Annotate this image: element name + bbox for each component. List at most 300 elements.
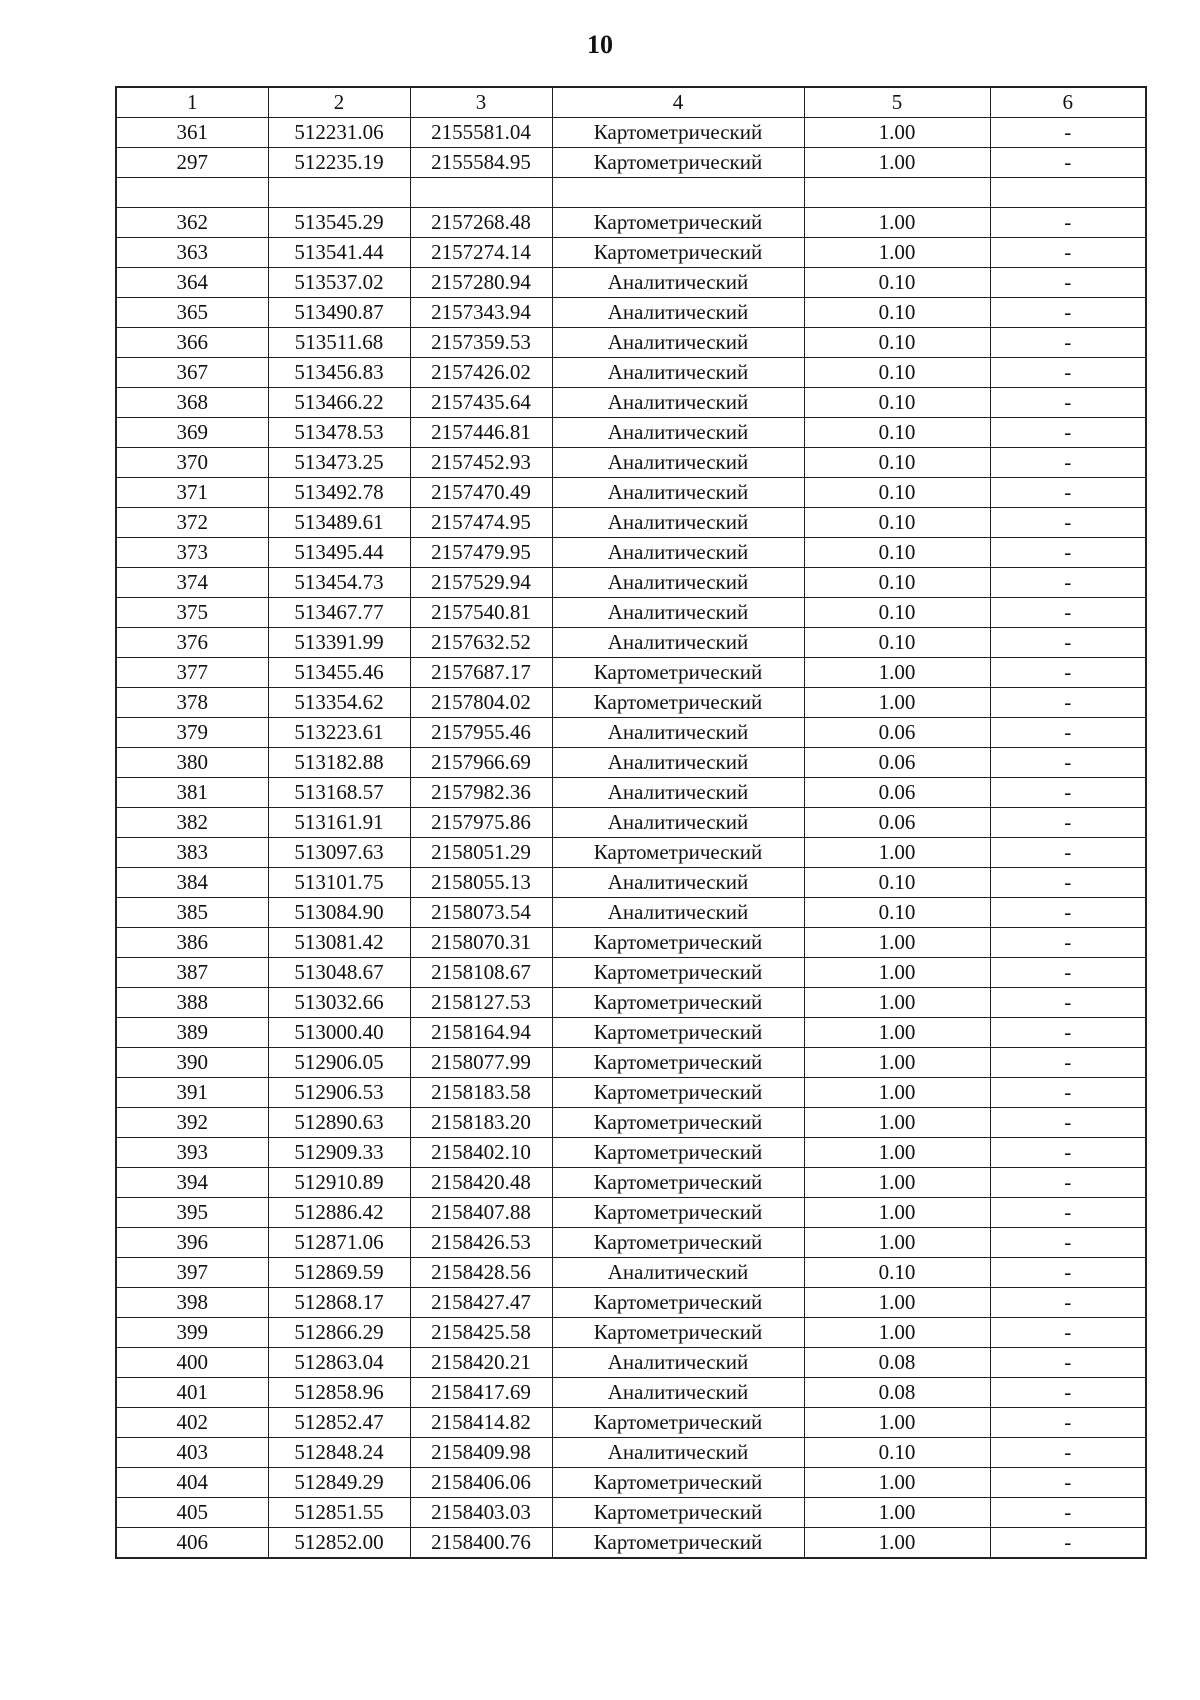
y-coordinate-cell: 2158164.94: [410, 1018, 552, 1048]
y-coordinate-cell: [410, 178, 552, 208]
point-number-cell: 380: [116, 748, 268, 778]
method-cell: Картометрический: [552, 1198, 804, 1228]
accuracy-cell: 0.10: [804, 568, 990, 598]
note-cell: -: [990, 958, 1146, 988]
x-coordinate-cell: 512906.53: [268, 1078, 410, 1108]
method-cell: Картометрический: [552, 238, 804, 268]
y-coordinate-cell: 2158127.53: [410, 988, 552, 1018]
method-cell: Аналитический: [552, 538, 804, 568]
x-coordinate-cell: 512910.89: [268, 1168, 410, 1198]
point-number-cell: 388: [116, 988, 268, 1018]
accuracy-cell: 0.10: [804, 268, 990, 298]
point-number-cell: 394: [116, 1168, 268, 1198]
note-cell: -: [990, 1108, 1146, 1138]
y-coordinate-cell: 2157470.49: [410, 478, 552, 508]
point-number-cell: 366: [116, 328, 268, 358]
table-row: [116, 538, 1146, 568]
x-coordinate-cell: 513354.62: [268, 688, 410, 718]
table-row: [116, 1138, 1146, 1168]
note-cell: -: [990, 1498, 1146, 1528]
note-cell: -: [990, 1408, 1146, 1438]
method-cell: Картометрический: [552, 1168, 804, 1198]
y-coordinate-cell: 2157343.94: [410, 298, 552, 328]
note-cell: -: [990, 478, 1146, 508]
point-number-cell: 297: [116, 148, 268, 178]
accuracy-cell: 1.00: [804, 238, 990, 268]
accuracy-cell: 1.00: [804, 1168, 990, 1198]
y-coordinate-cell: 2158183.58: [410, 1078, 552, 1108]
table-row: [116, 508, 1146, 538]
point-number-cell: 379: [116, 718, 268, 748]
table-row: [116, 1498, 1146, 1528]
note-cell: -: [990, 508, 1146, 538]
note-cell: -: [990, 238, 1146, 268]
table-row: [116, 1438, 1146, 1468]
y-coordinate-cell: 2157804.02: [410, 688, 552, 718]
point-number-cell: 374: [116, 568, 268, 598]
note-cell: -: [990, 1468, 1146, 1498]
accuracy-cell: 0.10: [804, 598, 990, 628]
y-coordinate-cell: 2158428.56: [410, 1258, 552, 1288]
x-coordinate-cell: 513084.90: [268, 898, 410, 928]
y-coordinate-cell: 2158406.06: [410, 1468, 552, 1498]
point-number-cell: 395: [116, 1198, 268, 1228]
y-coordinate-cell: 2158070.31: [410, 928, 552, 958]
method-cell: Картометрический: [552, 1288, 804, 1318]
method-cell: Картометрический: [552, 118, 804, 148]
table-row: [116, 718, 1146, 748]
table-row: [116, 928, 1146, 958]
accuracy-cell: 0.10: [804, 448, 990, 478]
x-coordinate-cell: 513541.44: [268, 238, 410, 268]
y-coordinate-cell: 2158055.13: [410, 868, 552, 898]
method-cell: Аналитический: [552, 718, 804, 748]
table-row: [116, 628, 1146, 658]
point-number-cell: 405: [116, 1498, 268, 1528]
table-row: [116, 268, 1146, 298]
point-number-cell: 372: [116, 508, 268, 538]
x-coordinate-cell: 512869.59: [268, 1258, 410, 1288]
accuracy-cell: 1.00: [804, 1198, 990, 1228]
accuracy-cell: 1.00: [804, 838, 990, 868]
x-coordinate-cell: 513473.25: [268, 448, 410, 478]
method-cell: Картометрический: [552, 1408, 804, 1438]
y-coordinate-cell: 2157632.52: [410, 628, 552, 658]
point-number-cell: 383: [116, 838, 268, 868]
note-cell: -: [990, 898, 1146, 928]
accuracy-cell: 0.06: [804, 748, 990, 778]
note-cell: -: [990, 1168, 1146, 1198]
accuracy-cell: 1.00: [804, 658, 990, 688]
y-coordinate-cell: 2157982.36: [410, 778, 552, 808]
accuracy-cell: 0.10: [804, 508, 990, 538]
accuracy-cell: 1.00: [804, 1318, 990, 1348]
table-row: [116, 358, 1146, 388]
method-cell: Картометрический: [552, 958, 804, 988]
y-coordinate-cell: 2158051.29: [410, 838, 552, 868]
y-coordinate-cell: 2157955.46: [410, 718, 552, 748]
method-cell: Картометрический: [552, 1018, 804, 1048]
y-coordinate-cell: 2155584.95: [410, 148, 552, 178]
header-cell-6: 6: [990, 87, 1146, 118]
note-cell: -: [990, 808, 1146, 838]
point-number-cell: 377: [116, 658, 268, 688]
accuracy-cell: 0.10: [804, 388, 990, 418]
table-row: [116, 988, 1146, 1018]
y-coordinate-cell: 2157359.53: [410, 328, 552, 358]
table-row: [116, 598, 1146, 628]
accuracy-cell: 1.00: [804, 688, 990, 718]
note-cell: -: [990, 1378, 1146, 1408]
x-coordinate-cell: 512848.24: [268, 1438, 410, 1468]
method-cell: Картометрический: [552, 688, 804, 718]
table-row: [116, 208, 1146, 238]
x-coordinate-cell: [268, 178, 410, 208]
y-coordinate-cell: 2157529.94: [410, 568, 552, 598]
method-cell: Картометрический: [552, 1138, 804, 1168]
y-coordinate-cell: 2157687.17: [410, 658, 552, 688]
note-cell: -: [990, 1258, 1146, 1288]
accuracy-cell: 0.10: [804, 358, 990, 388]
method-cell: Картометрический: [552, 1048, 804, 1078]
point-number-cell: 396: [116, 1228, 268, 1258]
accuracy-cell: 0.10: [804, 868, 990, 898]
table-row: [116, 958, 1146, 988]
x-coordinate-cell: 513161.91: [268, 808, 410, 838]
table-row: [116, 568, 1146, 598]
y-coordinate-cell: 2157540.81: [410, 598, 552, 628]
method-cell: Аналитический: [552, 598, 804, 628]
coordinates-table: [115, 86, 1147, 1559]
y-coordinate-cell: 2158073.54: [410, 898, 552, 928]
x-coordinate-cell: 513048.67: [268, 958, 410, 988]
note-cell: -: [990, 1528, 1146, 1559]
method-cell: Картометрический: [552, 838, 804, 868]
table-row: [116, 1108, 1146, 1138]
note-cell: -: [990, 868, 1146, 898]
note-cell: -: [990, 628, 1146, 658]
method-cell: Аналитический: [552, 1258, 804, 1288]
y-coordinate-cell: 2157274.14: [410, 238, 552, 268]
method-cell: Аналитический: [552, 868, 804, 898]
accuracy-cell: 0.10: [804, 628, 990, 658]
point-number-cell: 387: [116, 958, 268, 988]
method-cell: Аналитический: [552, 268, 804, 298]
note-cell: -: [990, 1348, 1146, 1378]
method-cell: Картометрический: [552, 928, 804, 958]
method-cell: Картометрический: [552, 988, 804, 1018]
point-number-cell: 391: [116, 1078, 268, 1108]
y-coordinate-cell: 2158417.69: [410, 1378, 552, 1408]
accuracy-cell: 0.10: [804, 418, 990, 448]
table-row: [116, 838, 1146, 868]
x-coordinate-cell: 513545.29: [268, 208, 410, 238]
accuracy-cell: 1.00: [804, 1498, 990, 1528]
table-row: [116, 118, 1146, 148]
x-coordinate-cell: 513097.63: [268, 838, 410, 868]
note-cell: -: [990, 1048, 1146, 1078]
x-coordinate-cell: 512886.42: [268, 1198, 410, 1228]
table-row: [116, 1258, 1146, 1288]
header-cell-5: 5: [804, 87, 990, 118]
x-coordinate-cell: 513000.40: [268, 1018, 410, 1048]
note-cell: -: [990, 778, 1146, 808]
accuracy-cell: 1.00: [804, 1078, 990, 1108]
method-cell: Аналитический: [552, 628, 804, 658]
point-number-cell: 406: [116, 1528, 268, 1559]
point-number-cell: 364: [116, 268, 268, 298]
note-cell: -: [990, 538, 1146, 568]
method-cell: Аналитический: [552, 778, 804, 808]
x-coordinate-cell: 513537.02: [268, 268, 410, 298]
y-coordinate-cell: 2158400.76: [410, 1528, 552, 1559]
accuracy-cell: 0.06: [804, 718, 990, 748]
x-coordinate-cell: 513182.88: [268, 748, 410, 778]
note-cell: -: [990, 988, 1146, 1018]
x-coordinate-cell: 513466.22: [268, 388, 410, 418]
table-row: [116, 1198, 1146, 1228]
table-row: [116, 1408, 1146, 1438]
method-cell: [552, 178, 804, 208]
table-row: [116, 688, 1146, 718]
point-number-cell: 392: [116, 1108, 268, 1138]
note-cell: -: [990, 1318, 1146, 1348]
y-coordinate-cell: 2158402.10: [410, 1138, 552, 1168]
method-cell: Картометрический: [552, 208, 804, 238]
accuracy-cell: 1.00: [804, 1018, 990, 1048]
note-cell: -: [990, 928, 1146, 958]
note-cell: -: [990, 1138, 1146, 1168]
point-number-cell: 361: [116, 118, 268, 148]
point-number-cell: 368: [116, 388, 268, 418]
note-cell: -: [990, 448, 1146, 478]
x-coordinate-cell: 512231.06: [268, 118, 410, 148]
x-coordinate-cell: 513489.61: [268, 508, 410, 538]
note-cell: -: [990, 688, 1146, 718]
table-row: [116, 808, 1146, 838]
accuracy-cell: 1.00: [804, 1408, 990, 1438]
x-coordinate-cell: 513492.78: [268, 478, 410, 508]
table-row: [116, 1018, 1146, 1048]
note-cell: -: [990, 1198, 1146, 1228]
point-number-cell: 389: [116, 1018, 268, 1048]
table-row: [116, 448, 1146, 478]
y-coordinate-cell: 2157280.94: [410, 268, 552, 298]
point-number-cell: 393: [116, 1138, 268, 1168]
table-row: [116, 1348, 1146, 1378]
method-cell: Картометрический: [552, 658, 804, 688]
x-coordinate-cell: 512849.29: [268, 1468, 410, 1498]
accuracy-cell: 1.00: [804, 148, 990, 178]
x-coordinate-cell: 512852.47: [268, 1408, 410, 1438]
y-coordinate-cell: 2158407.88: [410, 1198, 552, 1228]
accuracy-cell: 1.00: [804, 1108, 990, 1138]
method-cell: Аналитический: [552, 298, 804, 328]
accuracy-cell: 0.10: [804, 538, 990, 568]
method-cell: Аналитический: [552, 478, 804, 508]
accuracy-cell: 1.00: [804, 988, 990, 1018]
note-cell: -: [990, 418, 1146, 448]
accuracy-cell: [804, 178, 990, 208]
accuracy-cell: 1.00: [804, 118, 990, 148]
note-cell: -: [990, 268, 1146, 298]
x-coordinate-cell: 513168.57: [268, 778, 410, 808]
table-row: [116, 238, 1146, 268]
method-cell: Аналитический: [552, 568, 804, 598]
accuracy-cell: 0.08: [804, 1348, 990, 1378]
point-number-cell: 398: [116, 1288, 268, 1318]
point-number-cell: 367: [116, 358, 268, 388]
accuracy-cell: 0.10: [804, 298, 990, 328]
note-cell: [990, 178, 1146, 208]
x-coordinate-cell: 513478.53: [268, 418, 410, 448]
y-coordinate-cell: 2157446.81: [410, 418, 552, 448]
accuracy-cell: 1.00: [804, 1048, 990, 1078]
point-number-cell: 384: [116, 868, 268, 898]
table-row: [116, 868, 1146, 898]
method-cell: Картометрический: [552, 148, 804, 178]
point-number-cell: 402: [116, 1408, 268, 1438]
y-coordinate-cell: 2158426.53: [410, 1228, 552, 1258]
y-coordinate-cell: 2157452.93: [410, 448, 552, 478]
page-number: 10: [587, 30, 613, 59]
table-body: [116, 87, 1146, 1558]
method-cell: Аналитический: [552, 898, 804, 928]
note-cell: -: [990, 298, 1146, 328]
x-coordinate-cell: 512906.05: [268, 1048, 410, 1078]
x-coordinate-cell: 513223.61: [268, 718, 410, 748]
y-coordinate-cell: 2158409.98: [410, 1438, 552, 1468]
accuracy-cell: 0.06: [804, 808, 990, 838]
point-number-cell: 386: [116, 928, 268, 958]
method-cell: Картометрический: [552, 1468, 804, 1498]
method-cell: Аналитический: [552, 1438, 804, 1468]
point-number-cell: 370: [116, 448, 268, 478]
method-cell: Аналитический: [552, 418, 804, 448]
method-cell: Картометрический: [552, 1108, 804, 1138]
accuracy-cell: 1.00: [804, 958, 990, 988]
method-cell: Аналитический: [552, 388, 804, 418]
point-number-cell: 397: [116, 1258, 268, 1288]
x-coordinate-cell: 513456.83: [268, 358, 410, 388]
accuracy-cell: 1.00: [804, 928, 990, 958]
point-number-cell: 378: [116, 688, 268, 718]
y-coordinate-cell: 2158420.48: [410, 1168, 552, 1198]
table-header-row: [116, 87, 1146, 118]
x-coordinate-cell: 512852.00: [268, 1528, 410, 1559]
point-number-cell: 400: [116, 1348, 268, 1378]
y-coordinate-cell: 2157426.02: [410, 358, 552, 388]
table-row: [116, 1228, 1146, 1258]
table-row: [116, 388, 1146, 418]
x-coordinate-cell: 512858.96: [268, 1378, 410, 1408]
point-number-cell: 381: [116, 778, 268, 808]
table-row: [116, 658, 1146, 688]
note-cell: -: [990, 718, 1146, 748]
x-coordinate-cell: 513032.66: [268, 988, 410, 1018]
accuracy-cell: 1.00: [804, 1528, 990, 1559]
note-cell: -: [990, 748, 1146, 778]
method-cell: Аналитический: [552, 448, 804, 478]
accuracy-cell: 0.10: [804, 478, 990, 508]
table-row: [116, 1378, 1146, 1408]
point-number-cell: 382: [116, 808, 268, 838]
note-cell: -: [990, 328, 1146, 358]
point-number-cell: 376: [116, 628, 268, 658]
x-coordinate-cell: 513511.68: [268, 328, 410, 358]
method-cell: Аналитический: [552, 748, 804, 778]
x-coordinate-cell: 512851.55: [268, 1498, 410, 1528]
point-number-cell: 363: [116, 238, 268, 268]
method-cell: Аналитический: [552, 508, 804, 538]
header-cell-3: 3: [410, 87, 552, 118]
y-coordinate-cell: 2158425.58: [410, 1318, 552, 1348]
point-number-cell: 404: [116, 1468, 268, 1498]
accuracy-cell: 0.10: [804, 1258, 990, 1288]
method-cell: Картометрический: [552, 1318, 804, 1348]
x-coordinate-cell: 513467.77: [268, 598, 410, 628]
table-row: [116, 898, 1146, 928]
x-coordinate-cell: 513490.87: [268, 298, 410, 328]
note-cell: -: [990, 838, 1146, 868]
accuracy-cell: 0.06: [804, 778, 990, 808]
point-number-cell: [116, 178, 268, 208]
method-cell: Картометрический: [552, 1528, 804, 1559]
point-number-cell: 375: [116, 598, 268, 628]
y-coordinate-cell: 2157268.48: [410, 208, 552, 238]
table-row: [116, 1318, 1146, 1348]
x-coordinate-cell: 513101.75: [268, 868, 410, 898]
method-cell: Картометрический: [552, 1078, 804, 1108]
x-coordinate-cell: 513495.44: [268, 538, 410, 568]
x-coordinate-cell: 513391.99: [268, 628, 410, 658]
table-separator-row: [116, 178, 1146, 208]
x-coordinate-cell: 513081.42: [268, 928, 410, 958]
note-cell: -: [990, 148, 1146, 178]
method-cell: Аналитический: [552, 1348, 804, 1378]
y-coordinate-cell: 2157474.95: [410, 508, 552, 538]
point-number-cell: 373: [116, 538, 268, 568]
y-coordinate-cell: 2158077.99: [410, 1048, 552, 1078]
method-cell: Аналитический: [552, 1378, 804, 1408]
note-cell: -: [990, 598, 1146, 628]
table-row: [116, 748, 1146, 778]
y-coordinate-cell: 2158403.03: [410, 1498, 552, 1528]
note-cell: -: [990, 1228, 1146, 1258]
accuracy-cell: 1.00: [804, 1288, 990, 1318]
note-cell: -: [990, 388, 1146, 418]
method-cell: Картометрический: [552, 1228, 804, 1258]
accuracy-cell: 0.08: [804, 1378, 990, 1408]
accuracy-cell: 1.00: [804, 1228, 990, 1258]
accuracy-cell: 0.10: [804, 898, 990, 928]
table-row: [116, 1078, 1146, 1108]
table-row: [116, 328, 1146, 358]
point-number-cell: 371: [116, 478, 268, 508]
table-row: [116, 1168, 1146, 1198]
y-coordinate-cell: 2157479.95: [410, 538, 552, 568]
note-cell: -: [990, 1438, 1146, 1468]
table-row: [116, 1288, 1146, 1318]
x-coordinate-cell: 512909.33: [268, 1138, 410, 1168]
x-coordinate-cell: 512868.17: [268, 1288, 410, 1318]
y-coordinate-cell: 2157975.86: [410, 808, 552, 838]
table-row: [116, 418, 1146, 448]
method-cell: Аналитический: [552, 808, 804, 838]
header-cell-2: 2: [268, 87, 410, 118]
y-coordinate-cell: 2157966.69: [410, 748, 552, 778]
method-cell: Картометрический: [552, 1498, 804, 1528]
